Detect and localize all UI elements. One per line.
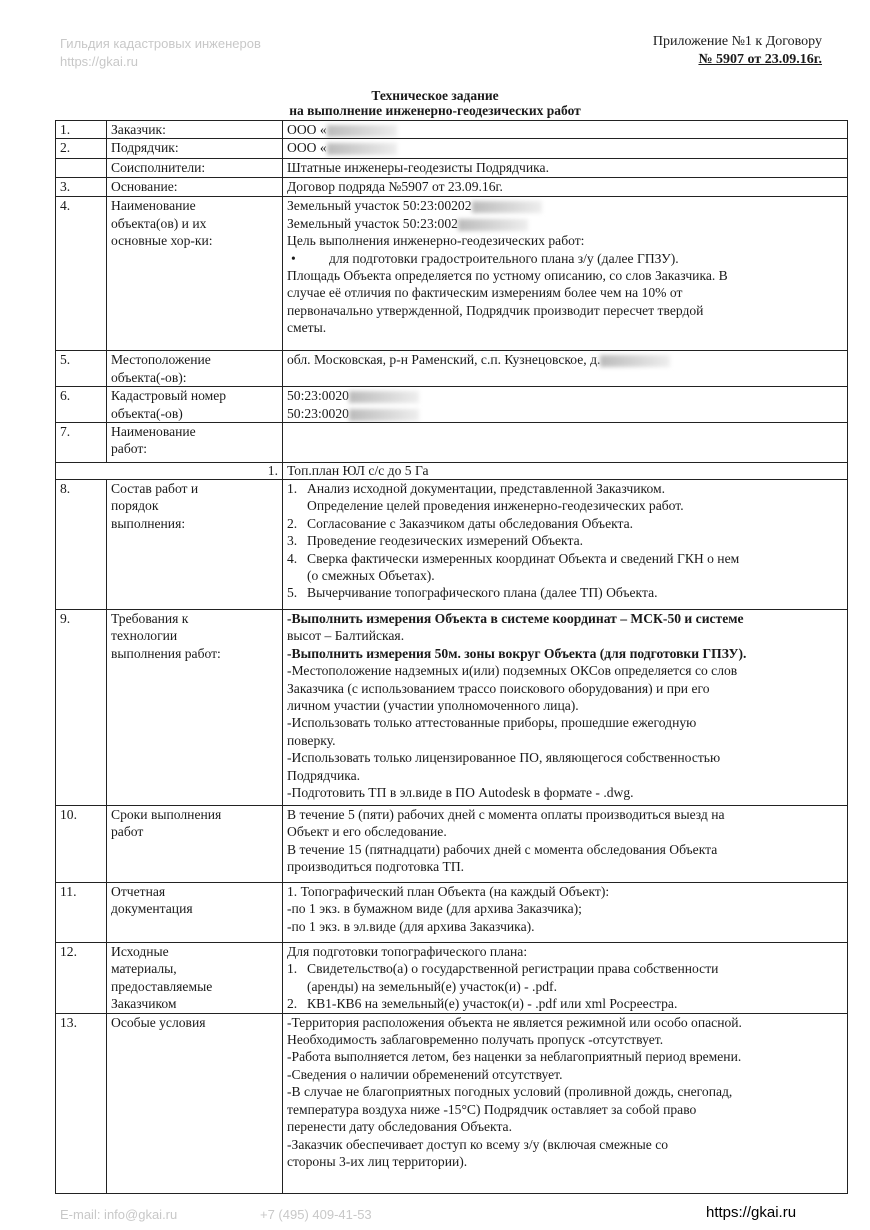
row-content [283, 883, 848, 943]
row-label [107, 178, 283, 197]
label-line: Местоположение [111, 352, 211, 368]
label-line: Основание: [111, 179, 178, 195]
label-line: объекта(ов) и их [111, 215, 207, 231]
content-line: 1. Топографический план Объекта (на каждый Объект): [287, 884, 610, 900]
list-number: 4. [287, 550, 298, 566]
content-line: Необходимость заблаговременно получать пропуск -отсутствует. [287, 1032, 664, 1048]
row-number: 2. [56, 139, 107, 159]
table-row [56, 178, 848, 197]
label-line: Заказчиком [111, 996, 177, 1012]
appendix-line: Приложение №1 к Договору [652, 34, 822, 49]
label-line: Наименование [111, 198, 196, 214]
row-number: 12. [56, 943, 107, 1014]
list-number [287, 978, 307, 995]
content-line: -Территория расположения объекта не является режимной или особо опасной. [287, 1014, 742, 1030]
redacted-mark [349, 391, 419, 403]
content-line: температура воздуха ниже -15°С) Подрядчик оставляет за собой право [287, 1101, 697, 1117]
list-text: Вычерчивание топографического плана (далее ТП) Объекта. [307, 585, 658, 601]
row-number: 6. [56, 387, 107, 423]
watermark-brand: Гильдия кадастровых инженеров [60, 36, 261, 51]
content-line: -Выполнить измерения 50м. зоны вокруг Объекта (для подготовки ГПЗУ). [287, 645, 747, 661]
table-row [56, 883, 848, 943]
content-line: -В случае не благоприятных погодных условий (проливной дождь, снегопад, [287, 1084, 733, 1100]
table-row [56, 463, 848, 480]
label-line: Сроки выполнения [111, 807, 222, 823]
content-line: первоначально утвержденной, Подрядчик производит пересчет твердой [287, 302, 704, 318]
appendix-header [653, 33, 822, 69]
content-line: 50:23:0020 [287, 405, 843, 422]
content-line [287, 978, 843, 995]
label-line: выполнения: [111, 515, 186, 531]
table-row [56, 943, 848, 1014]
label-line: Отчетная [111, 884, 166, 900]
content-line: -по 1 экз. в бумажном виде (для архива Заказчика); [287, 901, 582, 917]
row-label [107, 480, 283, 610]
label-line: Соисполнители: [111, 160, 206, 176]
content-line: -Заказчик обеспечивает доступ ко всему з/у (включая смежные со [287, 1136, 669, 1152]
content-line: -Использовать только лицензированное ПО, являющегося собственностью [287, 750, 721, 766]
content-line: Штатные инженеры-геодезисты Подрядчика. [287, 160, 549, 176]
row-number: 7. [56, 423, 107, 463]
label-line: документация [111, 901, 193, 917]
watermark-phone: +7 (495) 409-41-53 [260, 1207, 372, 1222]
label-line: работ [111, 824, 144, 840]
contract-number: № 5907 от 23.09.16г. [698, 52, 822, 67]
label-line: объекта(-ов) [111, 405, 183, 421]
list-text: Сверка фактически измеренных координат Объекта и сведений ГКН о нем [307, 550, 740, 566]
content-line [287, 497, 843, 514]
content-line: -по 1 экз. в эл.виде (для архива Заказчика). [287, 918, 535, 934]
row-number: 10. [56, 806, 107, 883]
content-line: обл. Московская, р-н Раменский, с.п. Кузнецовское, д. [287, 351, 843, 368]
list-text: Свидетельство(а) о государственной регистрации права собственности [307, 961, 719, 977]
label-line: Заказчик: [111, 122, 166, 137]
list-number: 2. [287, 996, 298, 1012]
row-label [107, 351, 283, 387]
row-label [107, 159, 283, 178]
content-line [287, 960, 843, 977]
list-number: 3. [287, 533, 298, 549]
content-line: личном участии (участии уполномоченного лица). [287, 698, 579, 714]
row-content [283, 197, 848, 351]
work-item-number: 1. [56, 463, 283, 480]
content-line: -Работа выполняется летом, без наценки за неблагоприятный период времени. [287, 1049, 742, 1065]
label-line: Особые условия [111, 1014, 206, 1030]
content-line [287, 480, 843, 497]
row-label [107, 883, 283, 943]
row-number: 13. [56, 1013, 107, 1193]
label-line: Кадастровый номер [111, 388, 227, 404]
content-line: стороны 3-их лиц территории). [287, 1153, 468, 1169]
document-title: Техническое задание [371, 88, 499, 103]
table-row [56, 159, 848, 178]
site-link[interactable]: https://gkai.ru [700, 1204, 802, 1222]
row-content [283, 178, 848, 197]
label-line: порядок [111, 498, 159, 514]
row-content [283, 480, 848, 610]
content-line: Объект и его обследование. [287, 824, 447, 840]
row-content [283, 423, 848, 463]
content-line: -Подготовить ТП в эл.виде в ПО Autodesk в формате - .dwg. [287, 785, 634, 801]
content-line: Подрядчика. [287, 767, 361, 783]
content-line: случае её отличия по фактическим измерениям более чем на 10% от [287, 285, 683, 301]
row-number: 9. [56, 610, 107, 806]
content-line [287, 995, 843, 1012]
redacted-mark [349, 409, 419, 421]
row-label [107, 121, 283, 139]
list-text: Проведение геодезических измерений Объекта. [307, 533, 584, 549]
table-row [56, 806, 848, 883]
content-line: -Местоположение надземных и(или) подземных ОКСов определяется со слов [287, 663, 738, 679]
row-content [283, 943, 848, 1014]
row-number [56, 159, 107, 178]
label-line: технологии [111, 628, 178, 644]
row-number: 11. [56, 883, 107, 943]
content-line: Договор подряда №5907 от 23.09.16г. [287, 179, 503, 195]
content-line: производиться подготовка ТП. [287, 859, 465, 875]
content-line: -Выполнить измерения Объекта в системе координат – МСК-50 и системе [287, 611, 744, 627]
table-row [56, 387, 848, 423]
table-row [56, 480, 848, 610]
row-label [107, 806, 283, 883]
content-line [287, 550, 843, 567]
row-content [283, 806, 848, 883]
row-content [283, 139, 848, 159]
bullet-icon: • [291, 250, 296, 266]
list-text: Определение целей проведения инженерно-геодезических работ. [307, 498, 684, 514]
list-number: 1. [287, 481, 298, 497]
row-content [283, 463, 848, 480]
list-text: КВ1-КВ6 на земельный(е) участок(и) - .pdf или xml Росреестра. [307, 996, 678, 1012]
label-line: Наименование [111, 424, 196, 440]
list-number: 1. [287, 961, 298, 977]
row-label [107, 423, 283, 463]
redacted-mark [458, 219, 528, 231]
row-content [283, 159, 848, 178]
label-line: Исходные [111, 944, 169, 960]
list-text: Согласование с Заказчиком даты обследования Объекта. [307, 515, 634, 531]
row-label [107, 139, 283, 159]
row-number: 1. [56, 121, 107, 139]
row-content [283, 121, 848, 139]
label-line: основные хор-ки: [111, 233, 213, 249]
content-line [287, 515, 843, 532]
table-row [56, 121, 848, 139]
content-line: Топ.план ЮЛ с/с до 5 Га [287, 463, 429, 479]
content-line: поверку. [287, 732, 336, 748]
list-text: (о смежных Объетах). [307, 568, 435, 584]
bullet-text: для подготовки градостроительного плана з/у (далее ГПЗУ). [329, 250, 679, 266]
row-content [283, 610, 848, 806]
row-label [107, 197, 283, 351]
list-number: 5. [287, 585, 298, 601]
row-content [283, 387, 848, 423]
row-content [283, 1013, 848, 1193]
label-line: Состав работ и [111, 481, 199, 497]
content-line: Цель выполнения инженерно-геодезических работ: [287, 233, 585, 249]
row-label [107, 943, 283, 1014]
content-line: Для подготовки топографического плана: [287, 944, 528, 960]
content-line [287, 532, 843, 549]
label-line: материалы, [111, 961, 177, 977]
watermark-site: https://gkai.ru [60, 54, 139, 69]
content-line: В течение 15 (пятнадцати) рабочих дней с момента обследования Объекта [287, 841, 718, 857]
content-line: В течение 5 (пяти) рабочих дней с момента оплаты производиться выезд на [287, 807, 725, 823]
row-number: 5. [56, 351, 107, 387]
redacted-mark [600, 355, 670, 367]
content-line: перенести дату обследования Объекта. [287, 1119, 512, 1135]
redacted-mark [327, 125, 397, 137]
table-row [56, 197, 848, 351]
row-label [107, 387, 283, 423]
list-text: Анализ исходной документации, представленной Заказчиком. [307, 481, 665, 497]
label-line: работ: [111, 441, 148, 457]
table-row [56, 351, 848, 387]
content-line: -Использовать только аттестованные приборы, прошедшие ежегодную [287, 715, 697, 731]
content-line: ООО « [287, 139, 843, 156]
content-line: Заказчика (с использованием трассо поискового оборудования) и при его [287, 680, 710, 696]
content-line: сметы. [287, 320, 327, 336]
list-number [287, 567, 307, 584]
table-row [56, 423, 848, 463]
table-row [56, 610, 848, 806]
redacted-mark [472, 201, 542, 213]
label-line: выполнения работ: [111, 645, 221, 661]
row-content [283, 351, 848, 387]
row-label [107, 610, 283, 806]
label-line: предоставляемые [111, 978, 213, 994]
row-label [107, 1013, 283, 1193]
table-row [56, 139, 848, 159]
content-line [287, 567, 843, 584]
row-number: 4. [56, 197, 107, 351]
spec-table [55, 120, 848, 1194]
content-line [287, 584, 843, 601]
list-text: (аренды) на земельный(е) участок(и) - .pdf. [307, 978, 557, 994]
label-line: Подрядчик: [111, 140, 179, 156]
content-line: -Сведения о наличии обременений отсутствует. [287, 1066, 563, 1082]
label-line: объекта(-ов): [111, 369, 187, 385]
list-number [287, 497, 307, 514]
redacted-mark [327, 143, 397, 155]
row-number: 8. [56, 480, 107, 610]
content-line: высот – Балтийская. [287, 628, 405, 644]
watermark-email: E-mail: info@gkai.ru [60, 1207, 178, 1222]
table-row [56, 1013, 848, 1193]
content-line: Земельный участок 50:23:002 [287, 215, 843, 232]
content-line [287, 250, 843, 267]
document-subtitle: на выполнение инженерно-геодезических работ [289, 103, 581, 118]
content-line: Земельный участок 50:23:00202 [287, 197, 843, 214]
list-number: 2. [287, 515, 298, 531]
label-line: Требования к [111, 611, 189, 627]
content-line: ООО « [287, 121, 843, 138]
content-line: Площадь Объекта определяется по устному описанию, со слов Заказчика. В [287, 268, 728, 284]
row-number: 3. [56, 178, 107, 197]
content-line: 50:23:0020 [287, 387, 843, 404]
